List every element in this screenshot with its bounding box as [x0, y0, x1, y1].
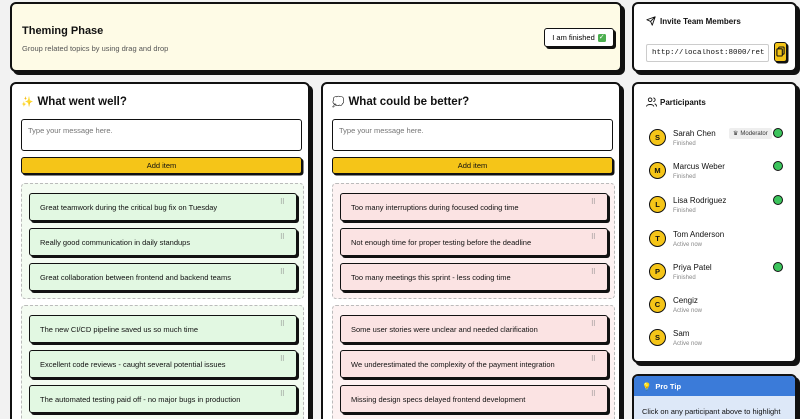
drag-handle-icon[interactable]: ⠿ [279, 356, 284, 363]
crown-icon: ♛ [733, 131, 739, 137]
note-text: We underestimated the complexity of the payment integration [351, 359, 555, 369]
participant-name: Cengiz [673, 296, 698, 305]
note-text: Missing design specs delayed frontend development [351, 394, 526, 404]
note-card[interactable] [29, 263, 297, 291]
note-card[interactable] [29, 315, 297, 343]
drag-handle-icon[interactable]: ⠿ [590, 199, 595, 206]
theme-group[interactable] [332, 305, 615, 419]
sparkles-icon: ✨ [21, 96, 34, 108]
drag-handle-icon[interactable]: ⠿ [279, 199, 284, 206]
participants-panel [632, 82, 797, 363]
pro-tip-panel [632, 374, 797, 419]
phase-title: Theming Phase [22, 25, 104, 37]
drag-handle-icon[interactable]: ⠿ [279, 391, 284, 398]
finished-label: I am finished [552, 33, 595, 42]
column-title: What went well? [37, 96, 127, 108]
participant-row[interactable] [649, 159, 789, 187]
participant-status: Active now [673, 341, 703, 347]
note-card[interactable] [340, 385, 608, 413]
note-text: Not enough time for proper testing before the deadline [351, 237, 532, 247]
avatar: S [649, 329, 666, 346]
users-icon [646, 97, 657, 107]
participant-status: Finished [673, 141, 696, 147]
theme-group[interactable] [21, 305, 304, 419]
participant-row[interactable] [649, 193, 789, 221]
finished-indicator [773, 195, 783, 205]
participant-status: Finished [673, 174, 696, 180]
participant-row[interactable] [649, 326, 789, 354]
avatar: M [649, 162, 666, 179]
moderator-badge [729, 128, 772, 139]
note-text: Great collaboration between frontend and backend teams [40, 272, 231, 282]
note-card[interactable] [340, 228, 608, 256]
participant-name: Marcus Weber [673, 162, 725, 171]
participants-title: Participants [660, 98, 706, 107]
message-input[interactable] [332, 119, 613, 151]
note-card[interactable] [29, 193, 297, 221]
phase-header [10, 2, 622, 72]
avatar: L [649, 196, 666, 213]
participant-name: Tom Anderson [673, 230, 725, 239]
column-header [332, 96, 469, 108]
note-card[interactable] [29, 385, 297, 413]
invite-title: Invite Team Members [660, 17, 741, 26]
theme-group[interactable] [21, 183, 304, 299]
drag-handle-icon[interactable]: ⠿ [590, 356, 595, 363]
copy-button[interactable] [774, 42, 787, 62]
avatar: P [649, 263, 666, 280]
invite-panel [632, 2, 797, 72]
drag-handle-icon[interactable]: ⠿ [590, 321, 595, 328]
note-text: The new CI/CD pipeline saved us so much time [40, 324, 198, 334]
note-card[interactable] [340, 263, 608, 291]
finished-indicator [773, 262, 783, 272]
participant-row[interactable] [649, 293, 789, 321]
message-input[interactable] [21, 119, 302, 151]
note-card[interactable] [340, 193, 608, 221]
drag-handle-icon[interactable]: ⠿ [590, 269, 595, 276]
note-text: Great teamwork during the critical bug fix on Tuesday [40, 202, 218, 212]
participant-name: Sarah Chen [673, 129, 716, 138]
note-text: Too many meetings this sprint - less coding time [351, 272, 511, 282]
finished-indicator [773, 128, 783, 138]
participant-row[interactable] [649, 260, 789, 288]
moderator-label: Moderator [740, 130, 768, 137]
drag-handle-icon[interactable]: ⠿ [279, 269, 284, 276]
copy-icon [776, 46, 785, 57]
thought-bubble-icon: 💭 [332, 96, 345, 108]
finished-indicator [773, 161, 783, 171]
column-title: What could be better? [348, 96, 470, 108]
avatar: T [649, 230, 666, 247]
add-item-button[interactable]: Add item [332, 157, 613, 174]
note-card[interactable] [340, 350, 608, 378]
column-could-be-better [321, 82, 621, 419]
phase-subtitle: Group related topics by using drag and drop [22, 44, 169, 53]
pro-tip-text: Click on any participant above to highlight [642, 407, 781, 416]
participant-name: Lisa Rodriguez [673, 196, 727, 205]
lightbulb-icon: 💡 [642, 381, 652, 391]
pro-tip-header [634, 376, 795, 396]
participant-status: Finished [673, 208, 696, 214]
add-item-button[interactable]: Add item [21, 157, 302, 174]
participant-name: Priya Patel [673, 263, 712, 272]
send-icon [646, 16, 656, 26]
note-text: Really good communication in daily standups [40, 237, 191, 247]
pro-tip-title: Pro Tip [655, 381, 682, 391]
participant-status: Active now [673, 308, 703, 314]
note-card[interactable] [29, 228, 297, 256]
note-text: The automated testing paid off - no major bugs in production [40, 394, 241, 404]
finished-button[interactable] [544, 28, 614, 47]
participant-status: Finished [673, 275, 696, 281]
theme-group[interactable] [332, 183, 615, 299]
drag-handle-icon[interactable]: ⠿ [279, 234, 284, 241]
invite-url-input[interactable] [646, 44, 769, 62]
note-text: Some user stories were unclear and needed clarification [351, 324, 538, 334]
drag-handle-icon[interactable]: ⠿ [590, 234, 595, 241]
avatar: C [649, 296, 666, 313]
avatar: S [649, 129, 666, 146]
participant-name: Sam [673, 329, 690, 338]
note-text: Excellent code reviews - caught several potential issues [40, 359, 226, 369]
drag-handle-icon[interactable]: ⠿ [279, 321, 284, 328]
participant-row[interactable] [649, 126, 789, 154]
note-text: Too many interruptions during focused coding time [351, 202, 519, 212]
note-card[interactable] [340, 315, 608, 343]
participant-row[interactable] [649, 227, 789, 255]
note-card[interactable] [29, 350, 297, 378]
participant-status: Active now [673, 242, 703, 248]
column-header [21, 96, 127, 108]
column-went-well [10, 82, 310, 419]
check-icon: ✓ [598, 33, 605, 41]
drag-handle-icon[interactable]: ⠿ [590, 391, 595, 398]
